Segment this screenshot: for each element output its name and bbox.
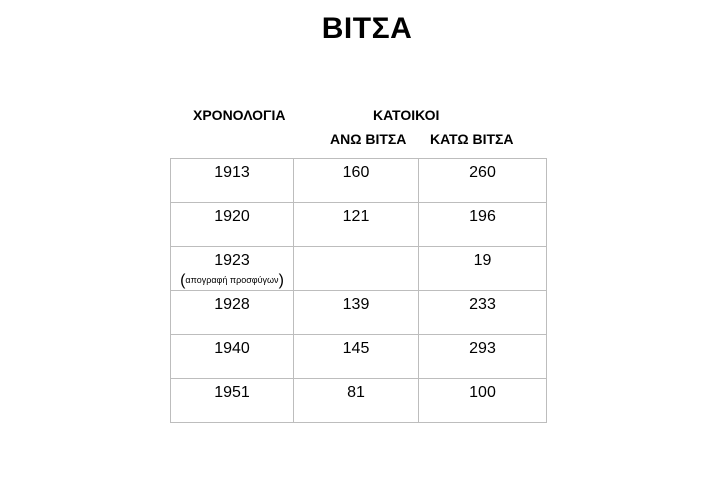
ano-vitsa-value [294,247,418,252]
year-value: 1920 [214,208,250,225]
table-row [171,203,547,247]
ano-vitsa-value: 121 [342,208,370,225]
kato-vitsa-column-header: ΚΑΤΩ ΒΙΤΣΑ [430,131,514,147]
ano-vitsa-value: 160 [342,164,370,181]
ano-vitsa-value: 81 [347,384,365,401]
residents-group-header: ΚΑΤΟΙΚΟΙ [373,107,440,123]
year-cell [171,335,294,379]
year-value: 1951 [214,384,250,401]
ano-vitsa-cell [294,291,419,335]
year-cell [171,379,294,423]
ano-vitsa-cell [294,203,419,247]
year-value: 1940 [214,340,250,357]
table-row [171,291,547,335]
ano-vitsa-cell [294,159,419,203]
year-value: 1913 [214,164,250,181]
census-table [170,158,547,423]
kato-vitsa-cell [419,247,547,291]
kato-vitsa-value: 19 [473,252,492,269]
kato-vitsa-cell [419,335,547,379]
ano-vitsa-cell [294,247,419,291]
year-cell [171,203,294,247]
kato-vitsa-cell [419,203,547,247]
year-column-header: ΧΡΟΝΟΛΟΓΙΑ [193,107,286,123]
year-cell [171,291,294,335]
table-row [171,159,547,203]
ano-vitsa-column-header: ΑΝΩ ΒΙΤΣΑ [330,131,407,147]
year-value: 1928 [214,296,250,313]
ano-vitsa-value: 145 [342,340,370,357]
table-row [171,247,547,291]
table-row [171,335,547,379]
kato-vitsa-cell [419,159,547,203]
page-title: ΒΙΤΣΑ [321,12,413,45]
year-cell [171,247,294,291]
ano-vitsa-cell [294,335,419,379]
kato-vitsa-cell [419,291,547,335]
kato-vitsa-value: 196 [469,208,496,225]
kato-vitsa-cell [419,379,547,423]
kato-vitsa-value: 260 [469,164,496,181]
refugee-census-note-text: απογραφή προσφύγων [185,275,279,285]
table-row [171,379,547,423]
kato-vitsa-value: 100 [469,384,496,401]
refugee-census-note: (απογραφή προσφύγων) [180,272,284,289]
year-cell [171,159,294,203]
kato-vitsa-value: 293 [469,340,496,357]
year-value: 1923 [214,252,250,269]
ano-vitsa-cell [294,379,419,423]
kato-vitsa-value: 233 [469,296,496,313]
ano-vitsa-value: 139 [342,296,370,313]
